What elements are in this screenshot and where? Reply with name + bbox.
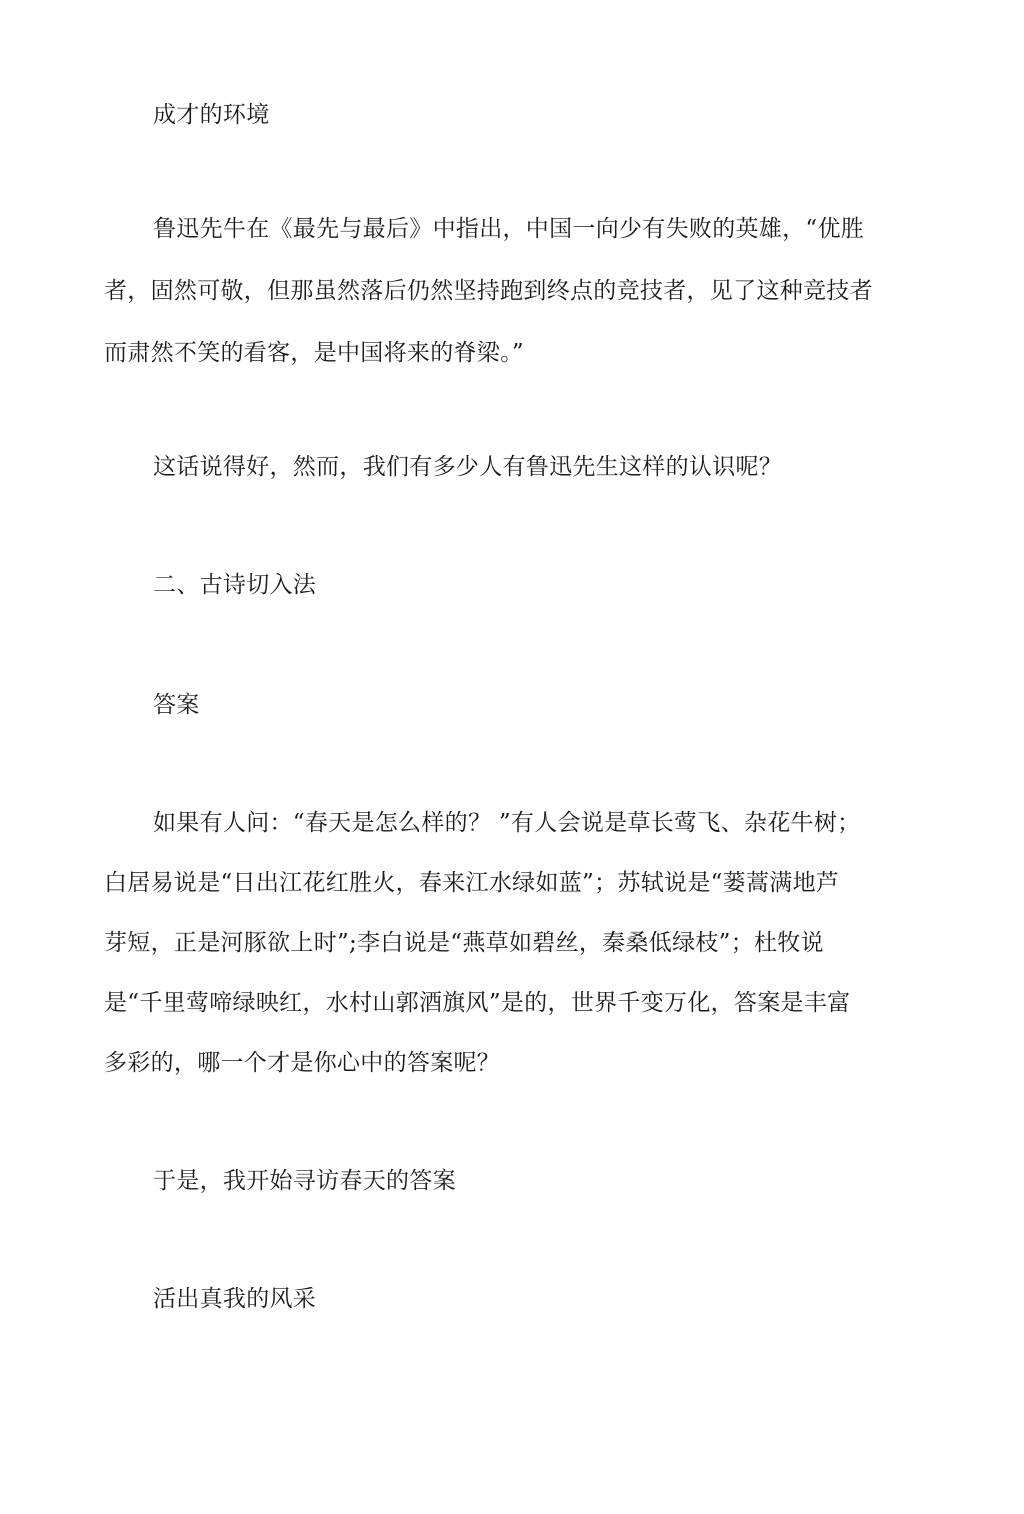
paragraph-comment: 这话说得好，然而，我们有多少人有鲁迅先生这样的认识呢？: [153, 454, 783, 480]
paragraph-spring-line-4: 是“千里莺啼绿映红，水村山郭酒旗风”是的，世界千变万化，答案是丰富: [104, 990, 851, 1016]
section-heading-poetry: 二、古诗切入法: [153, 572, 317, 598]
paragraph-seeking-spring: 于是，我开始寻访春天的答案: [153, 1168, 456, 1194]
paragraph-spring-line-1: 如果有人问：“春天是怎么样的？ ”有人会说是草长莺飞、杂花牛树；: [153, 810, 861, 836]
paragraph-spring-line-2: 白居易说是“日出江花红胜火，春来江水绿如蓝”；苏轼说是“蒌蒿满地芦: [104, 870, 840, 896]
paragraph-heading-true-self: 活出真我的风采: [153, 1286, 317, 1312]
paragraph-luxun-line-1: 鲁迅先牛在《最先与最后》中指出，中国一向少有失败的英雄，“优胜: [153, 216, 865, 242]
paragraph-heading-answer: 答案: [153, 692, 200, 718]
paragraph-luxun-line-3: 而肃然不笑的看客，是中国将来的脊梁。”: [104, 340, 524, 366]
paragraph-heading-environment: 成才的环境: [153, 102, 270, 128]
paragraph-spring-line-3: 芽短，正是河豚欲上时”;李白说是“燕草如碧丝，秦桑低绿枝”；杜牧说: [104, 930, 824, 956]
paragraph-luxun-line-2: 者，固然可敬，但那虽然落后仍然坚持跑到终点的竞技者，见了这种竞技者: [104, 278, 873, 304]
paragraph-spring-line-5: 多彩的，哪一个才是你心中的答案呢？: [104, 1050, 501, 1076]
